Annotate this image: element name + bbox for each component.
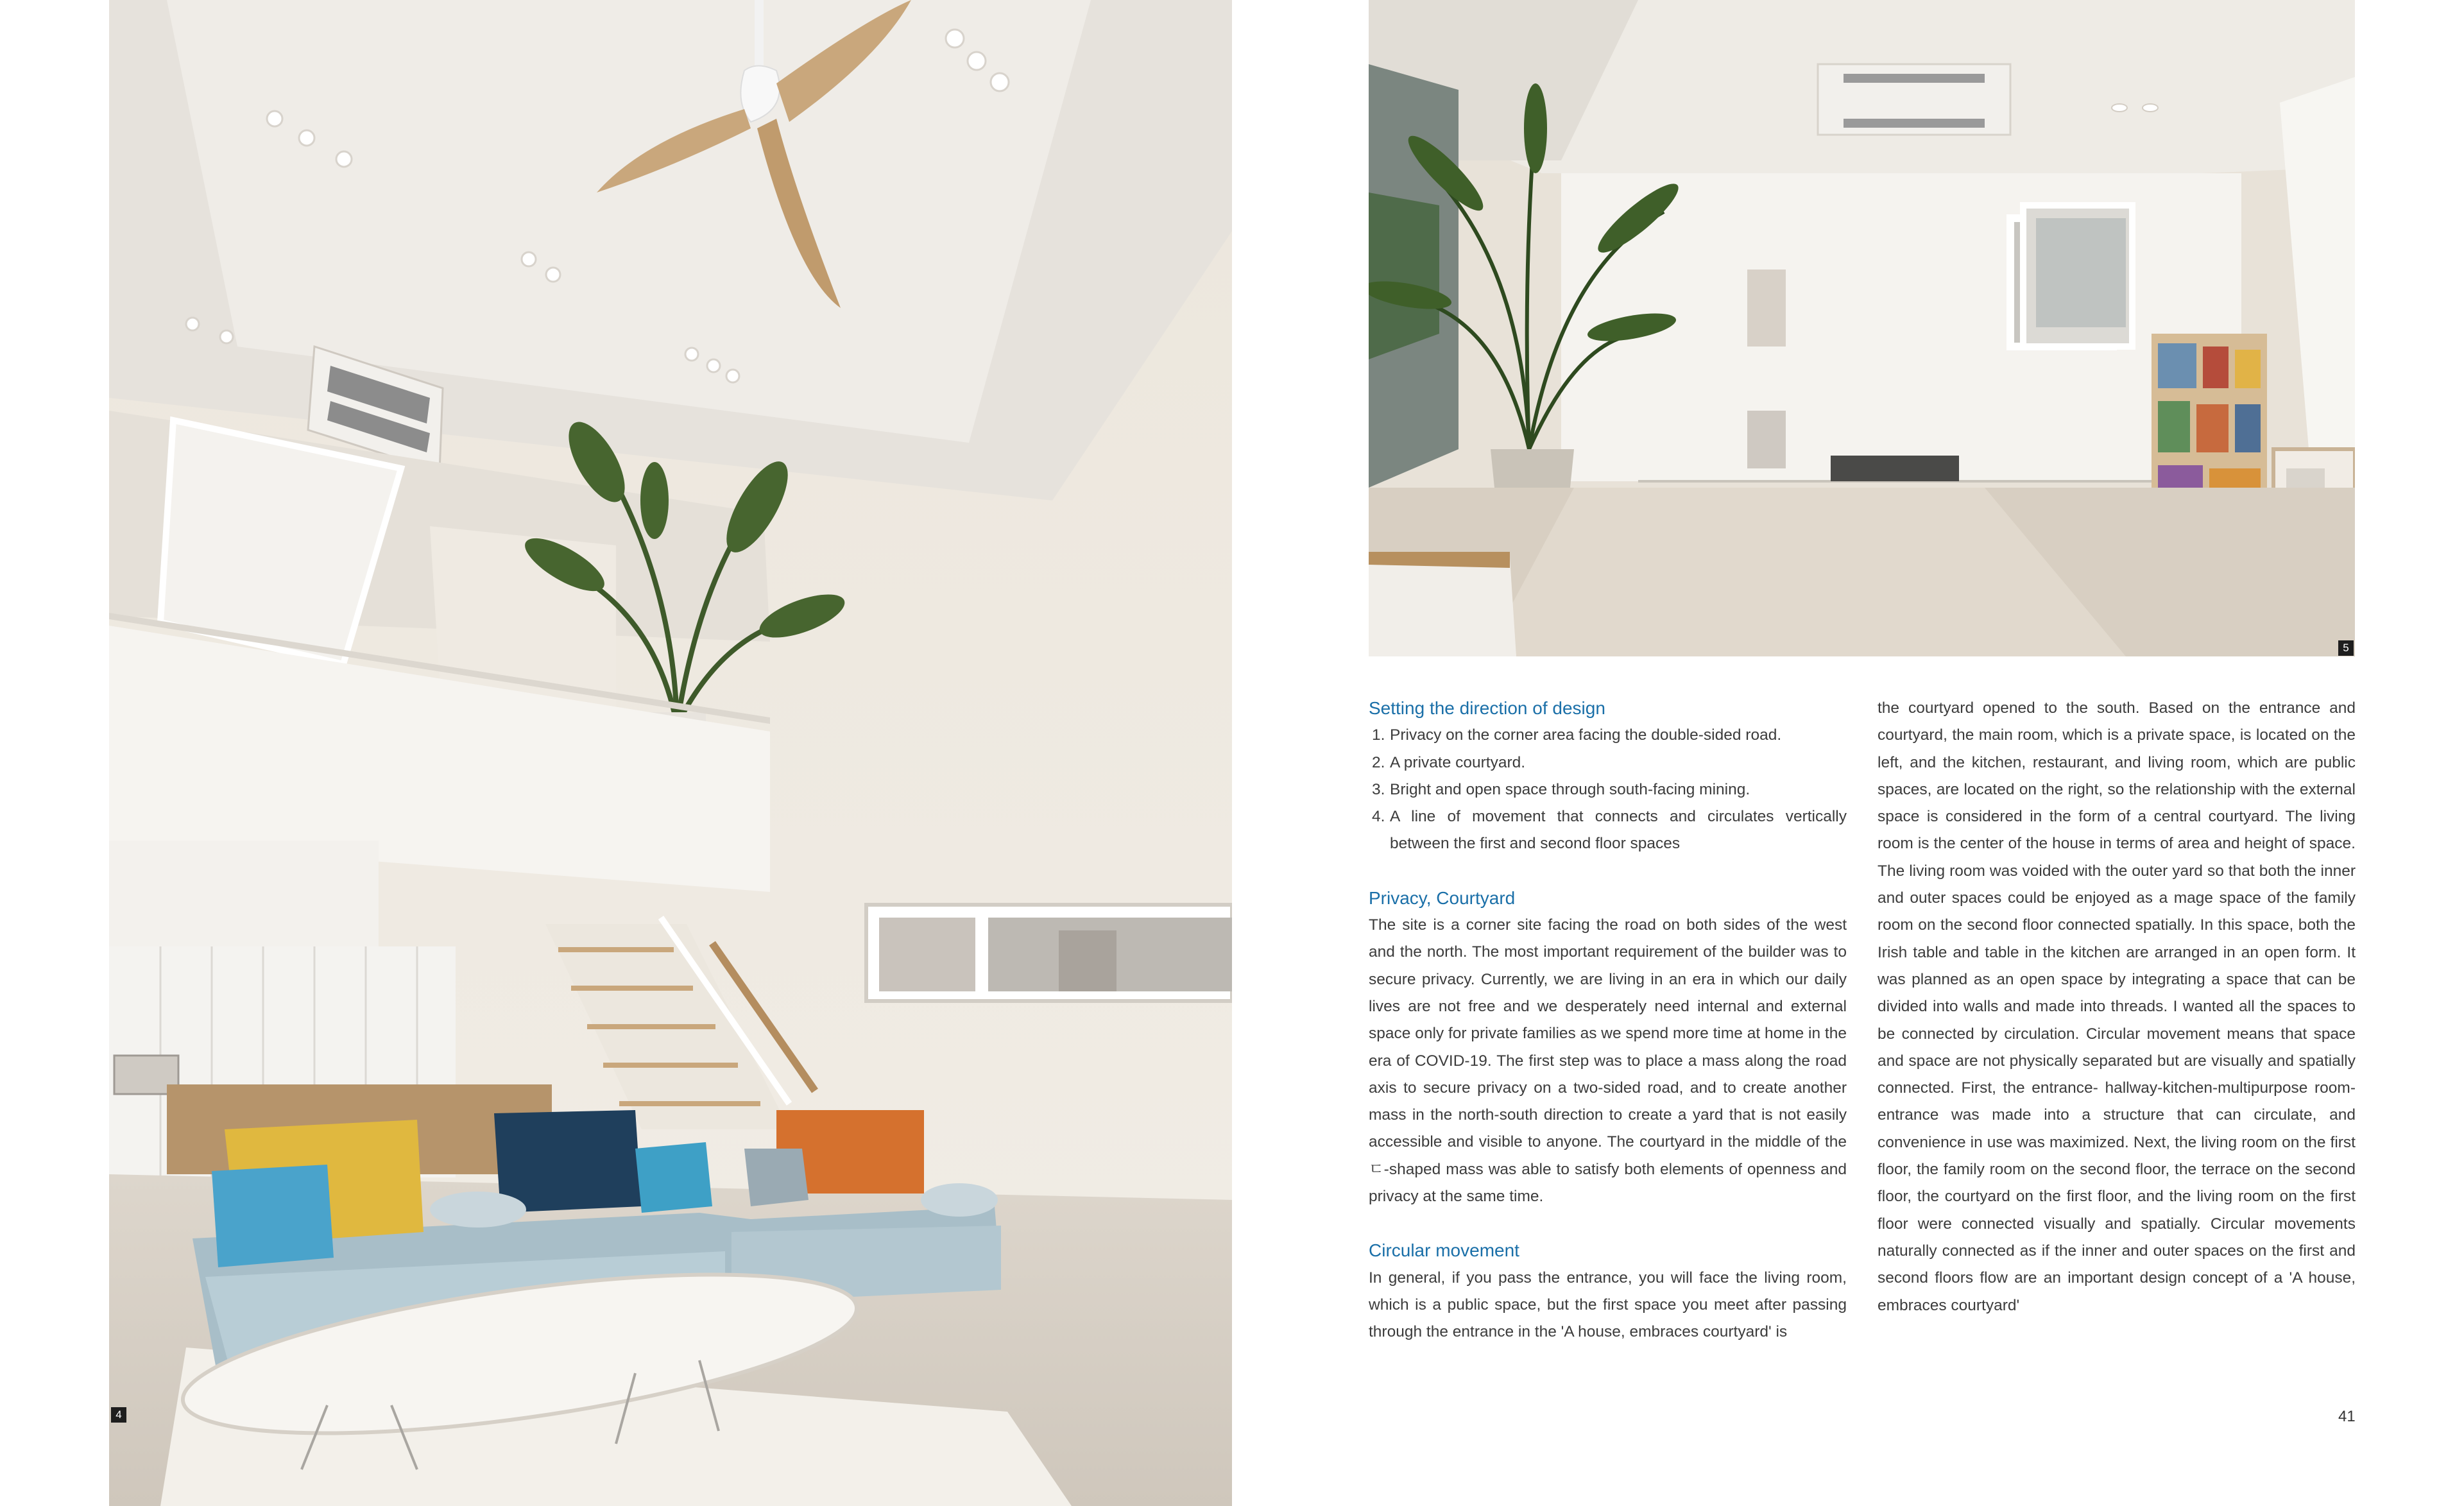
list-item: 3. Bright and open space through south-facing mining.	[1372, 780, 1750, 798]
list-item: 1. Privacy on the corner area facing the double-sided road.	[1372, 726, 1782, 744]
list-item: 2. A private courtyard.	[1372, 753, 1526, 771]
design-direction-list	[1369, 722, 1847, 857]
list-item: 4. A line of movement that connects and circulates vertically between the first and second floor spaces	[1372, 808, 1847, 853]
living-room-photo	[109, 0, 1232, 1506]
paragraph-privacy-courtyard: The site is a corner site facing the road on both sides of the west and the north. The most important requirement of the builder was to secure privacy. Currently, we are living in an era in which our daily lives are not free and we desperately need internal and external space only for private families as we spend more time at home in the era of COVID-19. The first step was to place a mass along the road axis to secure privacy on a two-sided road, and to create another mass in the north-south direction to create a yard that is not easily accessible and visible to anyone. The courtyard in the middle of the ㄷ-shaped mass was able to satisfy both elements of openness and privacy at the same time.	[1369, 916, 1847, 1206]
family-room-photo	[1369, 0, 2355, 656]
text-column-right	[1878, 695, 2356, 1319]
heading-privacy-courtyard: Privacy, Courtyard	[1369, 887, 1516, 908]
page-number: 41	[2338, 1408, 2356, 1425]
heading-circular-movement: Circular movement	[1369, 1240, 1519, 1261]
figure-number-4: 4	[111, 1407, 126, 1423]
paragraph-circular-movement: In general, if you pass the entrance, you will face the living room, which is a public space, but the first space you meet after passing through the entrance in the 'A house, embraces courtyard' is	[1369, 1269, 1847, 1341]
paragraph-circular-movement-continued: the courtyard opened to the south. Based on the entrance and courtyard, the main room, which is a private space, is located on the left, and the kitchen, restaurant, and living room, which are public spaces, are located on the right, so the relationship with the external space is considered in the form of a central courtyard. The living room is the center of the house in terms of area and height of space. The living room was voided with the outer yard so that both the inner and outer spaces could be enjoyed as a mage space of the family room on the second floor connected spatially. In this space, both the Irish table and table in the kitchen are arranged in an open form. It was planned as an open space by integrating a space that can be divided into walls and made into threads. I wanted all the spaces to be connected by circulation. Circular movement means that space and space are not physically separated but are visually and spatially connected. First, the entrance- hallway-kitchen-multipurpose room-entrance was made into a structure that can circulate, and convenience in use was maximized. Next, the living room on the first floor, the family room on the second floor, the terrace on the second floor, the courtyard on the first floor, and the living room on the first floor were connected visually and spatially. Circular movements naturally connected as if the inner and outer spaces on the first and second floors flow are an important design concept of a 'A house, embraces courtyard'	[1878, 699, 2356, 1314]
figure-number-5: 5	[2338, 640, 2354, 656]
text-column-left	[1369, 695, 1847, 1346]
heading-design-direction: Setting the direction of design	[1369, 698, 1605, 718]
